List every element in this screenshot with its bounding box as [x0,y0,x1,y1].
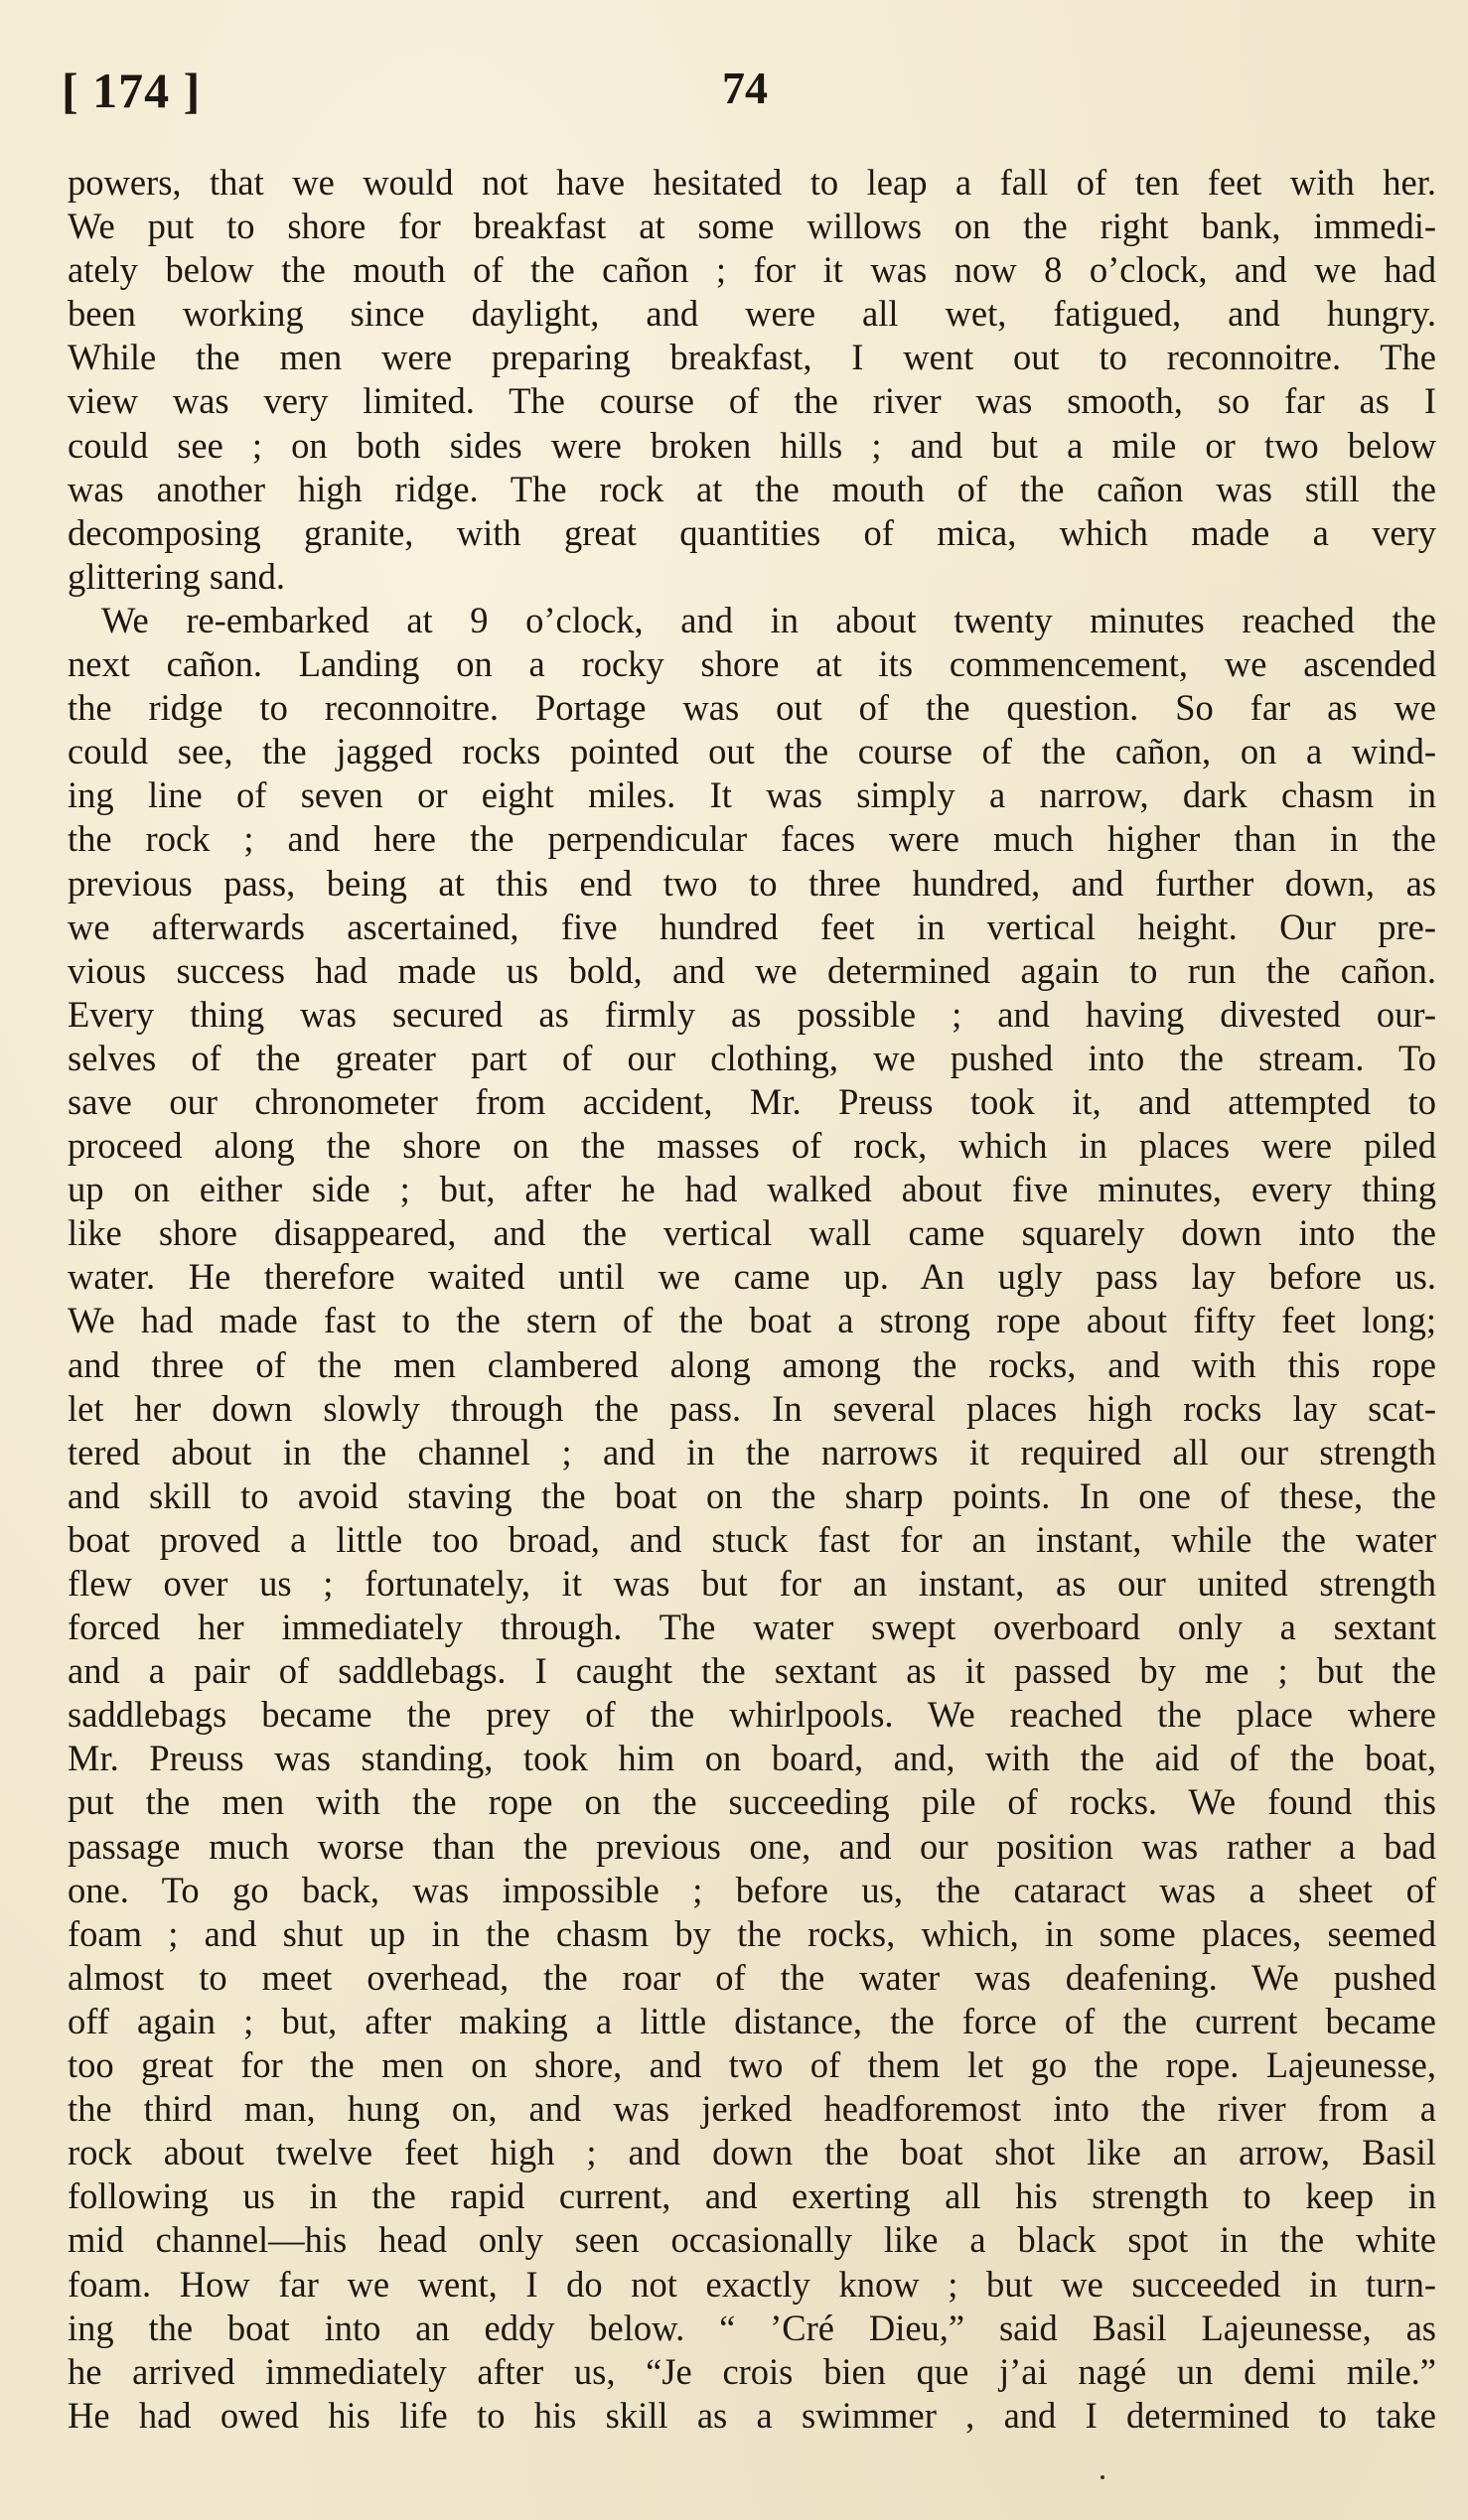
page-header [62,62,1432,131]
text-line: glittering sand. [68,555,285,597]
text-line: forced her immediately through. The water swept overboard only a sextant [68,1607,1436,1648]
text-line: we afterwards ascertained, five hundred feet in vertical height. Our pre- [68,906,1436,947]
body-text [68,161,1436,2438]
text-line: off again ; but, after making a little distance, the force of the current became [68,2000,1436,2041]
text-line: following us in the rapid current, and exerting all his strength to keep in [68,2175,1436,2217]
text-line: he arrived immediately after us, “Je crois bien que j’ai nagé un demi mile.” [68,2350,1436,2392]
text-line: let her down slowly through the pass. In several places high rocks lay scat- [68,1387,1436,1429]
text-line: saddlebags became the prey of the whirlpools. We reached the place where [68,1694,1436,1736]
text-line: ing line of seven or eight miles. It was simply a narrow, dark chasm in [68,774,1436,816]
text-line: We put to shore for breakfast at some willows on the right bank, immedi- [68,206,1436,247]
text-line: been working since daylight, and were all wet, fatigued, and hungry. [68,293,1436,335]
text-line: could see, the jagged rocks pointed out the course of the cañon, on a wind- [68,731,1436,772]
text-line: save our chronometer from accident, Mr. Preuss took it, and attempted to [68,1080,1436,1122]
text-line: We re-embarked at 9 o’clock, and in about twenty minutes reached the [101,599,1436,640]
page-number: 74 [722,63,768,113]
text-line: proceed along the shore on the masses of rock, which in places were piled [68,1125,1436,1167]
text-line: and skill to avoid staving the boat on the sharp points. In one of these, the [68,1474,1436,1516]
text-line: He had owed his life to his skill as a swimmer , and I determined to take [68,2394,1436,2436]
text-line: passage much worse than the previous one, and our position was rather a bad [68,1825,1436,1867]
text-line: mid channel—his head only seen occasionally like a black spot in the white [68,2219,1436,2261]
text-line: was another high ridge. The rock at the mouth of the cañon was still the [68,468,1436,509]
text-line: Mr. Preuss was standing, took him on board, and, with the aid of the boat, [68,1738,1436,1779]
text-line: selves of the greater part of our clothing, we pushed into the stream. To [68,1037,1436,1078]
text-line: tered about in the channel ; and in the narrows it required all our strength [68,1431,1436,1472]
text-line: water. He therefore waited until we came up. An ugly pass lay before us. [68,1256,1436,1298]
text-line: almost to meet overhead, the roar of the water was deafening. We pushed [68,1956,1436,1998]
text-line: ing the boat into an eddy below. “ ’Cré Dieu,” said Basil Lajeunesse, as [68,2307,1436,2348]
text-line: like shore disappeared, and the vertical wall came squarely down into the [68,1212,1436,1254]
text-line: and a pair of saddlebags. I caught the sextant as it passed by me ; but the [68,1650,1436,1692]
text-line: While the men were preparing breakfast, I went out to reconnoitre. The [68,337,1436,378]
text-line: the rock ; and here the perpendicular faces were much higher than in the [68,818,1436,860]
text-line: boat proved a little too broad, and stuck fast for an instant, while the water [68,1518,1436,1560]
text-line: up on either side ; but, after he had walked about five minutes, every thing [68,1169,1436,1210]
text-line: decomposing granite, with great quantities of mica, which made a very [68,511,1436,553]
bracketed-page-number: [ 174 ] [62,63,202,118]
text-line: flew over us ; fortunately, it was but for an instant, as our united strength [68,1563,1436,1604]
text-line: one. To go back, was impossible ; before us, the cataract was a sheet of [68,1869,1436,1910]
text-line: view was very limited. The course of the river was smooth, so far as I [68,380,1436,422]
text-line: the ridge to reconnoitre. Portage was out of the question. So far as we [68,687,1436,729]
text-line: put the men with the rope on the succeeding pile of rocks. We found this [68,1781,1436,1823]
text-line: and three of the men clambered along among the rocks, and with this rope [68,1343,1436,1385]
text-line: previous pass, being at this end two to three hundred, and further down, as [68,862,1436,904]
text-line: the third man, hung on, and was jerked headforemost into the river from a [68,2088,1436,2130]
text-line: next cañon. Landing on a rocky shore at its commencement, we ascended [68,643,1436,685]
text-line: foam ; and shut up in the chasm by the rocks, which, in some places, seemed [68,1912,1436,1954]
text-line: vious success had made us bold, and we determined again to run the cañon. [68,949,1436,991]
text-line: foam. How far we went, I do not exactly know ; but we succeeded in turn- [68,2263,1436,2305]
text-line: Every thing was secured as firmly as possible ; and having divested our- [68,993,1436,1035]
text-line: rock about twelve feet high ; and down the boat shot like an arrow, Basil [68,2132,1436,2173]
text-line: powers, that we would not have hesitated to leap a fall of ten feet with her. [68,162,1436,203]
text-line: We had made fast to the stern of the boat a strong rope about fifty feet long; [68,1300,1436,1341]
ink-speck [1101,2475,1104,2479]
text-line: ately below the mouth of the cañon ; for it was now 8 o’clock, and we had [68,249,1436,291]
text-line: could see ; on both sides were broken hills ; and but a mile or two below [68,424,1436,466]
text-line: too great for the men on shore, and two of them let go the rope. Lajeunesse, [68,2044,1436,2086]
